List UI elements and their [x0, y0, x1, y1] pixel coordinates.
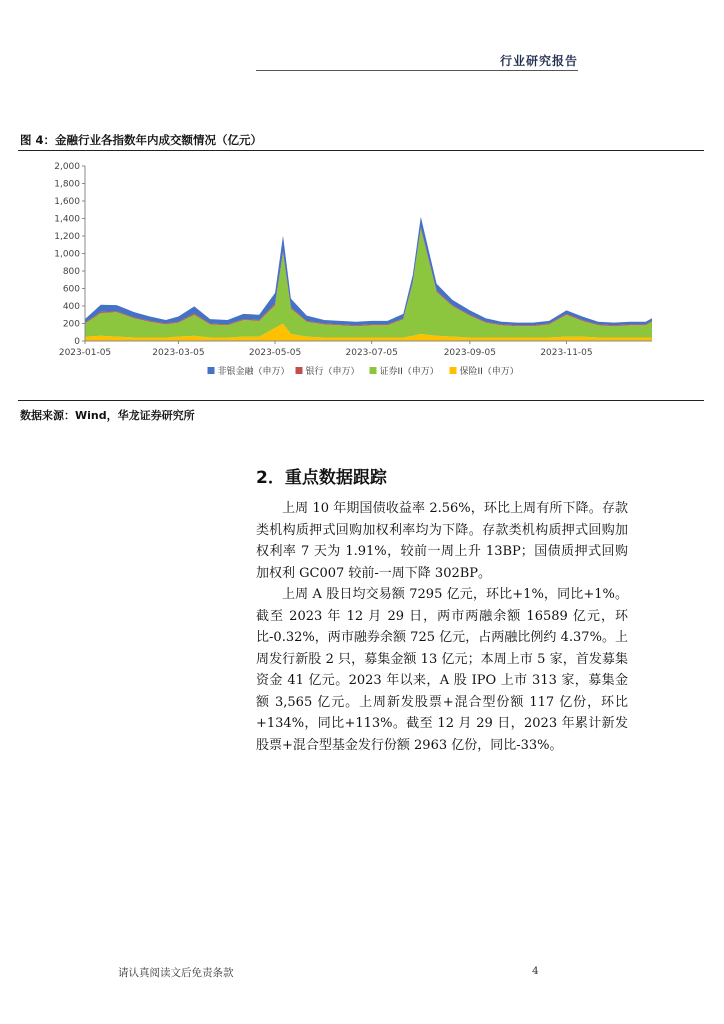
stacked-area-chart: [18, 152, 704, 398]
figure-source: 数据来源：Wind，华龙证券研究所: [20, 409, 195, 422]
legend-label-0: 非银金融（申万）: [217, 367, 290, 377]
y-tick-label: 800: [62, 267, 80, 277]
x-tick-label: 2023-01-05: [58, 348, 112, 358]
x-tick-label: 2023-11-05: [540, 348, 593, 358]
y-tick-label: 1,000: [54, 249, 80, 260]
section-body: [256, 498, 628, 756]
legend-swatch-3: [450, 367, 457, 374]
y-tick-label: 2,000: [54, 162, 80, 172]
legend-label-2: 证券II（申万）: [379, 367, 439, 377]
y-tick-label: 600: [62, 284, 80, 295]
y-tick-label: 200: [62, 319, 80, 330]
area-series-0: [85, 217, 652, 325]
y-tick-label: 1,200: [54, 232, 80, 242]
y-tick-label: 1,800: [54, 179, 80, 190]
paragraph-equity-market: 上周 A 股日均交易额 7295 亿元，环比+1%，同比+1%。截至 2023 年 12 月 29 日，两市两融余额 16589 亿元，环比-0.32%，两市融券余额 725 亿元，占两融比例约 4.37%。上周发行新股 2 只，募集金额 13 亿元；本周上市 5 家，首发募集资金 41 亿元。2023 年以来，A 股 IPO 上市 313 家，募集金额 3,565 亿元。上周新发股票+混合型份额 117 亿份，环比+134%，同比+113%。截至 12 月 29 日，2023 年累计新发股票+混合型基金发行份额 2963 亿份，同比-33%。: [256, 587, 628, 753]
x-tick-label: 2023-07-05: [345, 348, 398, 358]
paragraph-bond-rates: 上周 10 年期国债收益率 2.56%，环比上周有所下降。存款类机构质押式回购加权利率均为下降。存款类机构质押式回购加权利率 7 天为 1.91%，较前一周上升 13BP；国债质押式回购加权利 GC007 较前-一周下降 302BP。: [256, 501, 628, 581]
page-number: 4: [532, 965, 539, 977]
legend-swatch-0: [208, 367, 215, 374]
legend-swatch-1: [296, 367, 303, 374]
x-tick-label: 2023-03-05: [152, 348, 205, 358]
legend-label-3: 保险II（申万）: [459, 367, 519, 377]
figure-top-rule: [18, 150, 704, 151]
y-tick-label: 1,400: [54, 214, 80, 225]
legend-label-1: 银行（申万）: [305, 367, 360, 377]
section-heading: 2．重点数据跟踪: [256, 468, 387, 488]
y-tick-label: 1,600: [54, 197, 80, 207]
x-tick-label: 2023-05-05: [248, 348, 302, 358]
header-divider: [256, 70, 578, 71]
figure-bottom-rule: [18, 400, 704, 401]
legend-swatch-2: [370, 367, 377, 374]
y-tick-label: 0: [74, 337, 80, 347]
y-tick-label: 400: [62, 302, 80, 312]
report-type-title: 行业研究报告: [499, 54, 578, 68]
x-tick-label: 2023-09-05: [443, 348, 497, 358]
footer-disclaimer: 请认真阅读文后免责条款: [118, 967, 234, 979]
figure-caption: 图 4：金融行业各指数年内成交额情况（亿元）: [20, 133, 263, 147]
